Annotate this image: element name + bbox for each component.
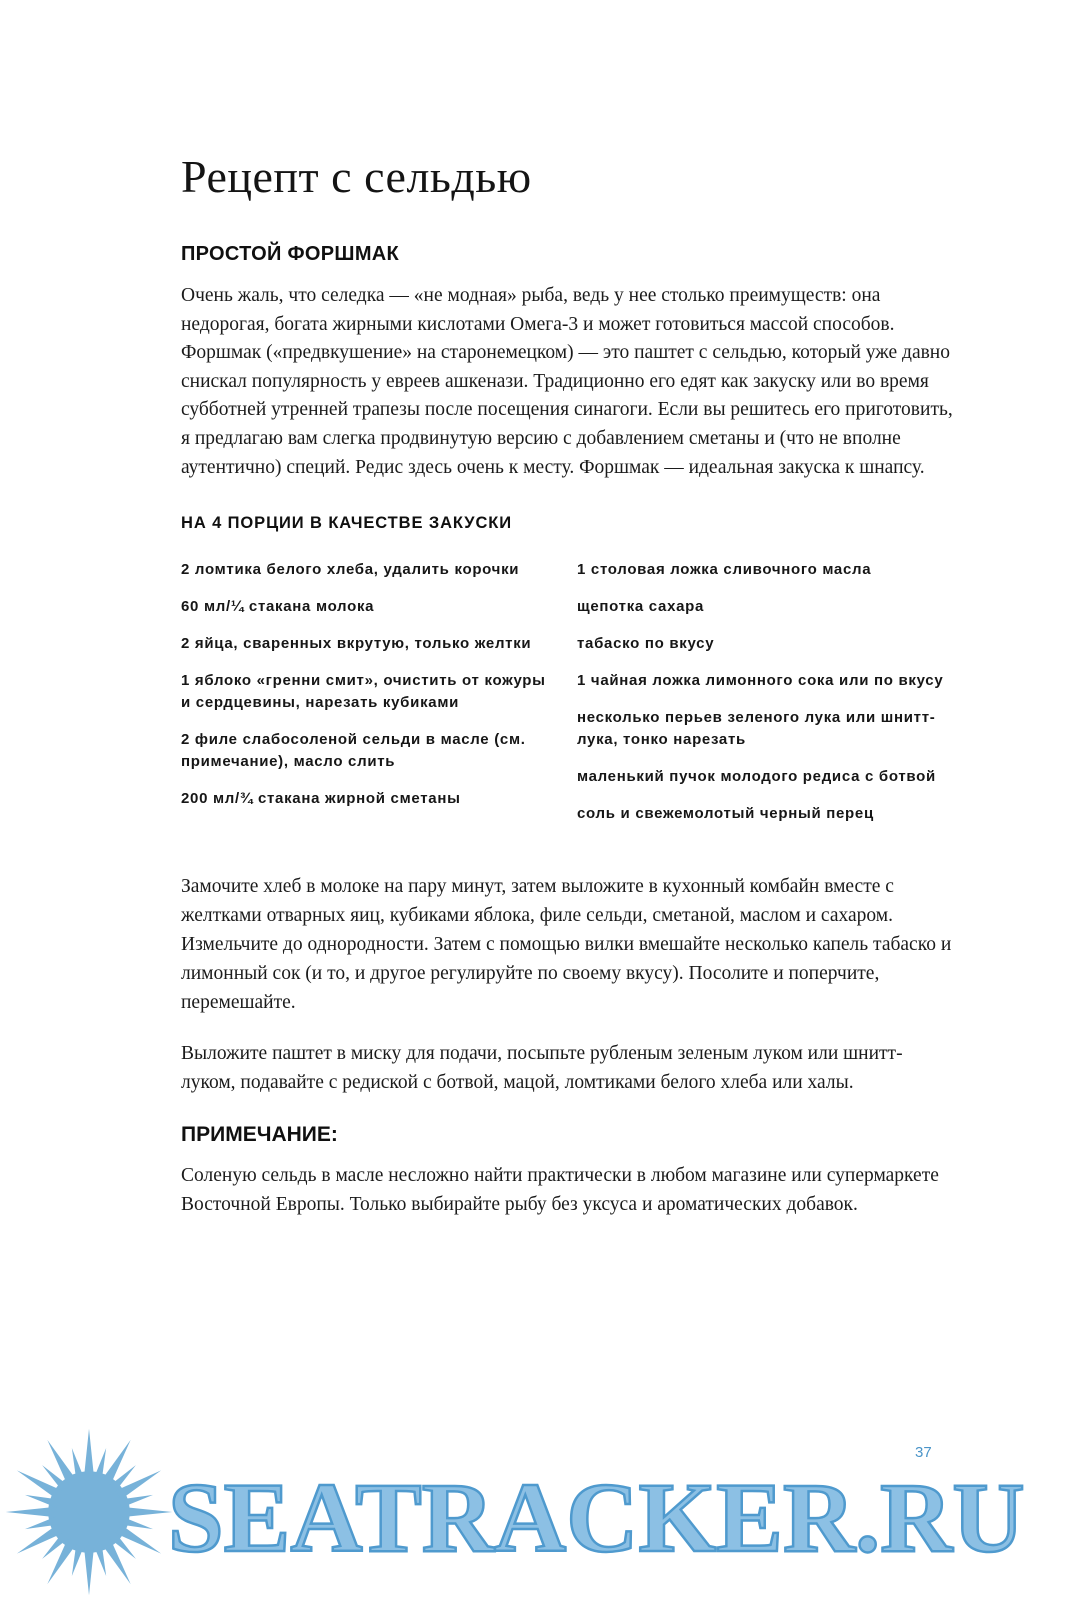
instructions-paragraph-2: Выложите паштет в миску для подачи, посыпьте рубленым зеленым луком или шнитт-луком, подавайте с редиской с ботвой, мацой, ломтиками белого хлеба или халы. (181, 1043, 903, 1094)
page-number: 37 (915, 1444, 932, 1461)
ingredient-item: 2 ломтика белого хлеба, удалить корочки (181, 561, 520, 579)
ingredient-item: 60 мл/¼ стакана молока (181, 598, 375, 616)
sunburst-icon (4, 1427, 174, 1597)
ingredient-item: 1 яблоко «гренни смит», очистить от кожуры и сердцевины, нарезать кубиками (181, 672, 546, 712)
ingredient-item: 1 чайная ложка лимонного сока или по вкусу (577, 672, 944, 690)
section-heading: ПРОСТОЙ ФОРШМАК (181, 243, 400, 265)
ingredients-column-left (181, 559, 557, 840)
page-content (181, 150, 953, 1219)
ingredients-column-right (577, 559, 953, 840)
ingredient-item: 2 филе слабосоленой сельди в масле (см. примечание), масло слить (181, 731, 526, 771)
ingredient-item: маленький пучок молодого редиса с ботвой (577, 768, 936, 786)
note-paragraph: Соленую сельдь в масле несложно найти практически в любом магазине или супермаркете Восточной Европы. Только выбирайте рыбу без уксуса и ароматических добавок. (181, 1165, 939, 1216)
ingredient-item: 2 яйца, сваренных вкрутую, только желтки (181, 635, 532, 653)
ingredient-item: соль и свежемолотый черный перец (577, 805, 874, 823)
note-heading: ПРИМЕЧАНИЕ: (181, 1123, 338, 1147)
ingredients-list (181, 559, 953, 840)
ingredient-item: щепотка сахара (577, 598, 705, 616)
ingredient-item: 200 мл/¾ стакана жирной сметаны (181, 790, 461, 808)
instructions-paragraph-1: Замочите хлеб в молоке на пару минут, затем выложите в кухонный комбайн вместе с желтками отварных яиц, кубиками яблока, филе сельди, сметаной, маслом и сахаром. Измельчите до однородности. Затем с помощью вилки вмешайте несколько капель табаско и лимонный сок (и то, и другое регулируйте по своему вкусу). Посолите и поперчите, перемешайте. (181, 876, 952, 1014)
watermark: SEATRACKER.RU (168, 1462, 1025, 1573)
ingredient-item: несколько перьев зеленого лука или шнитт-лука, тонко нарезать (577, 709, 936, 749)
page-title: Рецепт с сельдью (181, 151, 532, 202)
ingredient-item: 1 столовая ложка сливочного масла (577, 561, 872, 579)
ingredient-item: табаско по вкусу (577, 635, 715, 653)
intro-paragraph: Очень жаль, что селедка — «не модная» рыба, ведь у нее столько преимуществ: она недорогая, богата жирными кислотами Омега-3 и может готовиться массой способов. Форшмак («предвкушение» на старонемецком) — это паштет с сельдью, который уже давно снискал популярность у евреев ашкенази. Традиционно его едят как закуску или во время субботней утренней трапезы после посещения синагоги. Если вы решитесь его приготовить, я предлагаю вам слегка продвинутую версию с добавлением сметаны и (что не вполне аутентично) специй. Редис здесь очень к месту. Форшмак — идеальная закуска к шнапсу. (181, 285, 953, 478)
servings-heading: НА 4 ПОРЦИИ В КАЧЕСТВЕ ЗАКУСКИ (181, 514, 512, 533)
